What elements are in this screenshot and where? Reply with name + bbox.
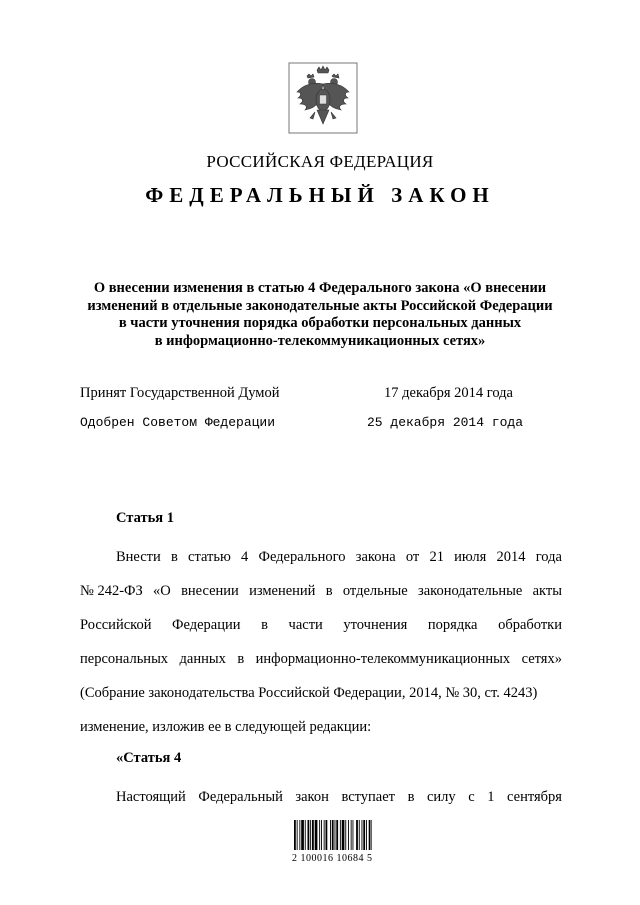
word: информационно-телекоммуникационных	[255, 651, 511, 667]
country-name: РОССИЙСКАЯ ФЕДЕРАЦИЯ	[206, 152, 434, 171]
word: силу	[426, 789, 456, 805]
word: Российской	[80, 617, 152, 633]
word: 4	[241, 549, 249, 565]
barcode-bar	[332, 820, 334, 850]
word: «О	[153, 583, 171, 599]
word: в	[407, 789, 415, 805]
barcode-bar	[305, 820, 306, 850]
word: Федеральный	[198, 789, 283, 805]
duma-adoption-label: Принят Государственной Думой	[80, 385, 280, 401]
barcode-bar	[315, 820, 318, 850]
article-1-line	[80, 608, 562, 642]
word: обработки	[498, 617, 562, 633]
word: в	[170, 549, 178, 565]
barcode-bar	[359, 820, 360, 850]
word: отдельные	[342, 583, 408, 599]
word: сетях»	[521, 651, 562, 667]
article-1-line	[80, 676, 562, 710]
barcode-bar	[345, 820, 346, 850]
barcode-bar	[324, 820, 325, 850]
barcode-bar	[356, 820, 358, 850]
article-1-line	[80, 710, 562, 744]
word: данных	[179, 651, 226, 667]
word: внесении	[181, 583, 239, 599]
barcode-bar	[348, 820, 349, 850]
law-title-line: изменений в отдельные законодательные акты Российской Федерации	[87, 297, 553, 314]
word: закон	[295, 789, 329, 805]
barcode-bar	[363, 820, 365, 850]
duma-adoption-date: 17 декабря 2014 года	[384, 385, 513, 401]
barcode-bar	[336, 820, 338, 850]
law-title-line: в части уточнения порядка обработки персональных данных	[118, 315, 522, 331]
article-1-body	[80, 540, 562, 744]
barcode-bar	[366, 820, 367, 850]
word: акты	[532, 583, 562, 599]
law-title-line: О внесении изменения в статью 4 Федерального закона «О внесении	[93, 280, 547, 296]
barcode-bar	[342, 820, 345, 850]
barcode-bars	[292, 816, 372, 852]
document-type: ФЕДЕРАЛЬНЫЙ ЗАКОН	[145, 183, 495, 207]
barcode-bar	[301, 820, 304, 850]
word: изменение, изложив ее в следующей редакции:	[80, 719, 372, 735]
word: 21	[429, 549, 444, 565]
article-1-line	[80, 642, 562, 676]
word: закона	[355, 549, 396, 565]
barcode-bar	[351, 820, 352, 850]
word: порядка	[427, 617, 478, 633]
article-1-heading: Статья 1	[116, 510, 174, 526]
word: вступает	[341, 789, 395, 805]
word: статью	[188, 549, 231, 565]
word: в	[237, 651, 245, 667]
coat-of-arms-emblem	[288, 62, 358, 134]
barcode	[292, 816, 372, 864]
barcode-bar	[326, 820, 328, 850]
word: с	[468, 789, 475, 805]
word: Настоящий	[116, 789, 186, 805]
barcode-bar	[310, 820, 311, 850]
word: года	[535, 549, 562, 565]
word: части	[288, 617, 323, 633]
barcode-bar	[335, 820, 336, 850]
barcode-bar	[362, 820, 363, 850]
barcode-bar	[321, 820, 322, 850]
word: № 242-ФЗ	[80, 583, 143, 599]
barcode-bar	[294, 820, 296, 850]
barcode-bar	[330, 820, 331, 850]
word: уточнения	[343, 617, 408, 633]
council-approval-label: Одобрен Советом Федерации	[80, 415, 276, 430]
word: в	[261, 617, 268, 633]
word: Внести	[116, 549, 161, 565]
barcode-bar	[308, 820, 310, 850]
article-4-heading: «Статья 4	[116, 750, 182, 766]
word: законодательные	[417, 583, 523, 599]
word: Федерального	[258, 549, 346, 565]
barcode-bar	[369, 820, 371, 850]
article-4-line	[80, 780, 562, 814]
word: Федерации	[172, 617, 241, 633]
barcode-bar	[297, 820, 298, 850]
article-1-line	[80, 540, 562, 574]
word: (Собрание законодательства Российской Федерации, 2014, № 30, ст. 4243)	[80, 685, 538, 701]
barcode-bar	[371, 820, 372, 850]
barcode-number: 2 100016 10684 5	[292, 853, 373, 864]
word: изменений	[249, 583, 316, 599]
article-1-line	[80, 574, 562, 608]
law-title-line: в информационно-телекоммуникационных сетях»	[154, 332, 486, 349]
word: от	[405, 549, 420, 565]
barcode-bar	[319, 820, 320, 850]
word: сентября	[507, 789, 562, 805]
word: 2014	[496, 549, 526, 565]
barcode-bar	[353, 820, 354, 850]
barcode-bar	[340, 820, 341, 850]
article-4-body	[80, 780, 562, 814]
law-title	[62, 280, 578, 350]
barcode-bar	[312, 820, 314, 850]
barcode-bar	[299, 820, 300, 850]
word: персональных	[80, 651, 169, 667]
council-approval-date: 25 декабря 2014 года	[367, 415, 524, 430]
word: в	[325, 583, 333, 599]
word: 1	[487, 789, 495, 805]
double-headed-eagle-icon	[288, 62, 358, 134]
word: июля	[454, 549, 487, 565]
